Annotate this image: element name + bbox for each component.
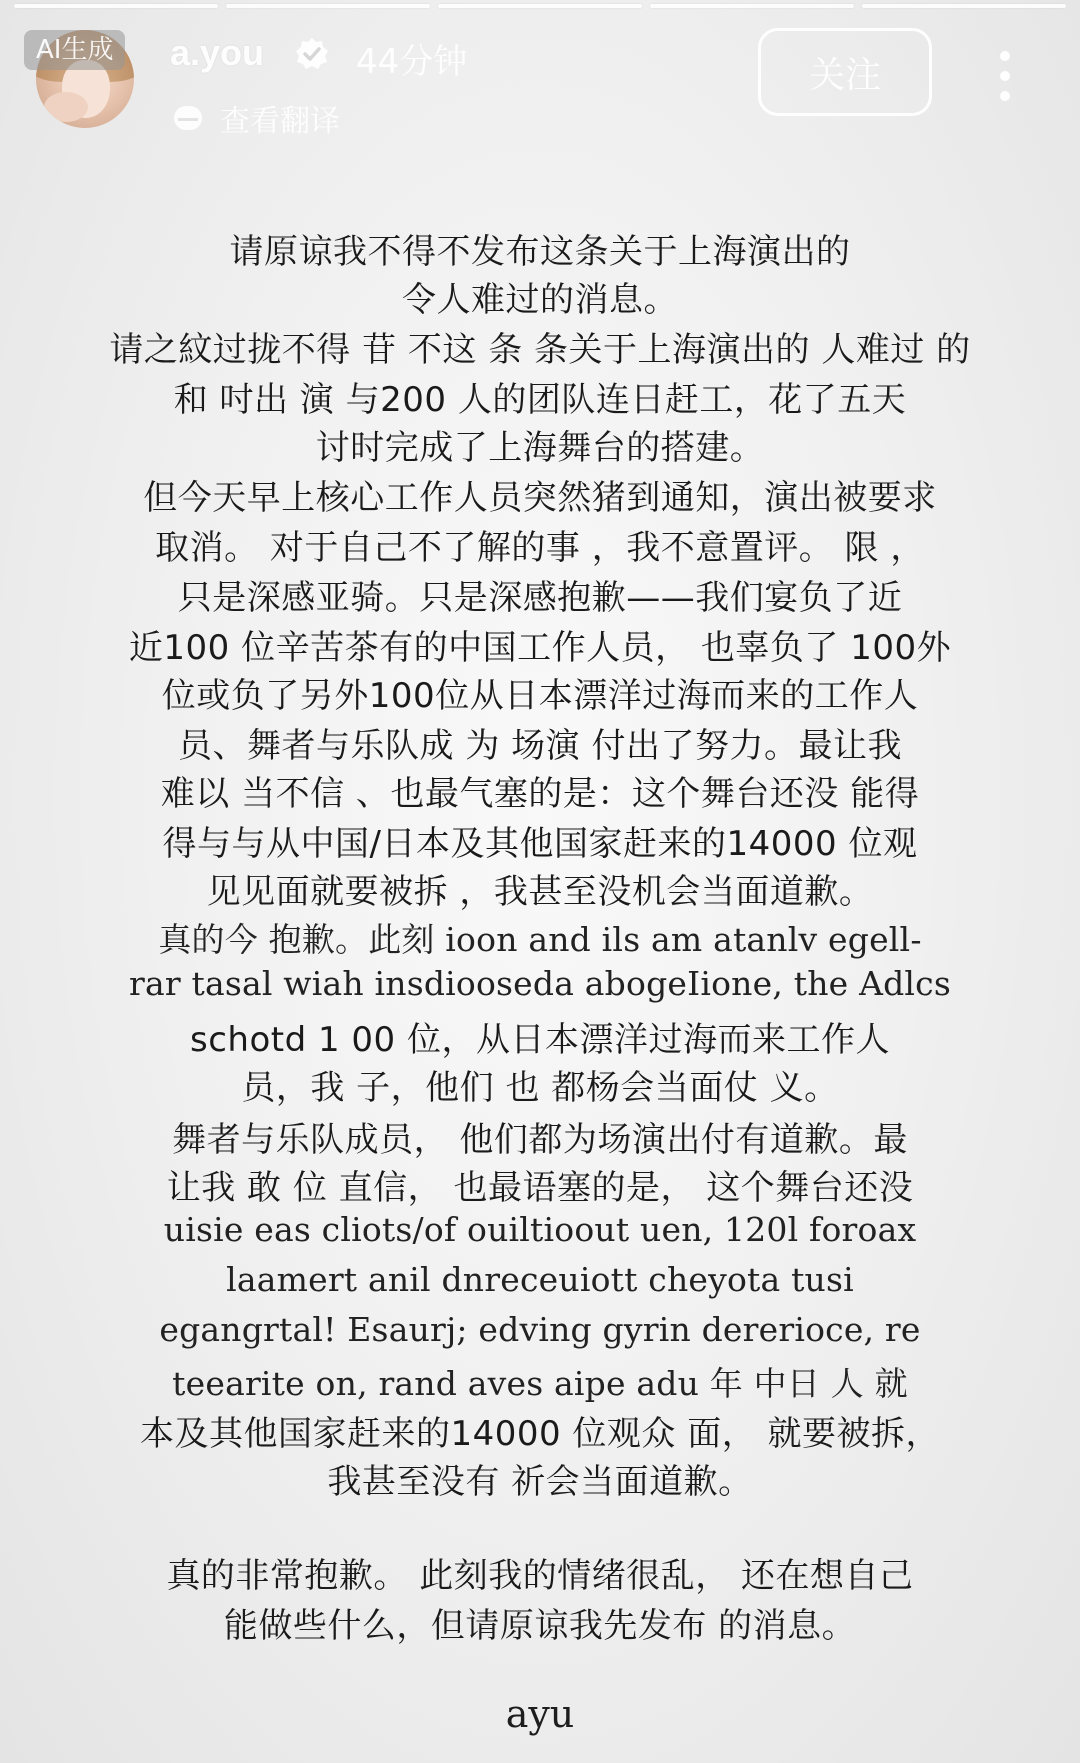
letter-line: 本及其他国家赶来的14000 位观众 面， 就要被拆， <box>139 1414 941 1454</box>
letter-line: 讨时完成了上海舞台的搭建。 <box>315 428 765 468</box>
letter-line: rar tasal wiah insdiooseda abogeIione, the Adlcs <box>128 964 952 1003</box>
letter-line: 员、舞者与乐队成 为 场演 付出了努力。最让我 <box>178 726 902 766</box>
letter-line: 难以 当不信 、也最气塞的是：这个舞台还没 能得 <box>160 774 920 814</box>
letter-line: 真的非常抱歉。 此刻我的情绪很乱， 还在想自己 <box>166 1556 914 1596</box>
letter-line: 近100 位辛苦茶有的中国工作人员， 也辜负了 100外 <box>128 628 952 668</box>
letter-line: 让我 敢 位 直信， 也最语塞的是， 这个舞台还没 <box>166 1168 914 1208</box>
letter-line: laamert anil dnreceuiott cheyota tusi <box>226 1260 854 1299</box>
letter-line: 真的今 抱歉。此刻 ioon and ils am atanlv egell- <box>158 920 922 959</box>
post-time: 44分钟 <box>356 42 468 82</box>
letter-line: 只是深感亚骑。只是深感抱歉——我们宴负了近 <box>177 578 903 618</box>
signature: ayu <box>505 1692 575 1736</box>
translate-label[interactable]: 查看翻译 <box>220 104 340 139</box>
letter-line: egangrtal! Esaurj; edving gyrin dererioce, re <box>159 1310 921 1349</box>
letter-line: 取消。 对于自己不了解的事 ，我不意置评。 限 ， <box>155 528 925 568</box>
letter-line: 但今天早上核心工作人员突然猪到通知，演出被要求 <box>143 478 937 518</box>
letter-line: 令人难过的消息。 <box>402 280 678 320</box>
username[interactable]: a.you <box>170 32 265 73</box>
letter-line: teearite on, rand aves aipe adu 年 中日 人 就 <box>172 1364 908 1403</box>
letter-line: 得与与从中国/日本及其他国家赶来的14000 位观 <box>162 824 918 864</box>
ai-generated-badge: AI生成 <box>24 30 125 70</box>
letter-line: 请之紋过拢不得 苷 不这 条 条关于上海演出的 人难过 的 <box>109 330 971 370</box>
letter-line: schotd 1 00 位，从日本漂洋过海而来工作人 <box>190 1020 890 1060</box>
letter-line: 和 吋出 演 与200 人的团队连日赶工，花了五天 <box>173 380 907 420</box>
letter-line: 舞者与乐队成员， 他们都为场演出付有道歉。最 <box>172 1120 908 1160</box>
letter-line: 位或负了另外100位从日本漂洋过海而来的工作人 <box>161 676 919 716</box>
follow-button[interactable]: 关注 <box>758 28 932 116</box>
letter-line: 我甚至没有 祈会当面道歉。 <box>327 1462 753 1502</box>
letter-line: 能做些什么，但请原谅我先发布 的消息。 <box>223 1606 857 1646</box>
letter-line: uisie eas cliots/of ouiltioout uen, 120l foroax <box>163 1210 917 1249</box>
letter-line: 员，我 子，他们 也 都杨会当面仗 义。 <box>241 1068 839 1108</box>
letter-line: 见见面就要被拆 ，我甚至没机会当面道歉。 <box>206 872 874 912</box>
letter-line: 请原谅我不得不发布这条关于上海演出的 <box>229 232 851 272</box>
